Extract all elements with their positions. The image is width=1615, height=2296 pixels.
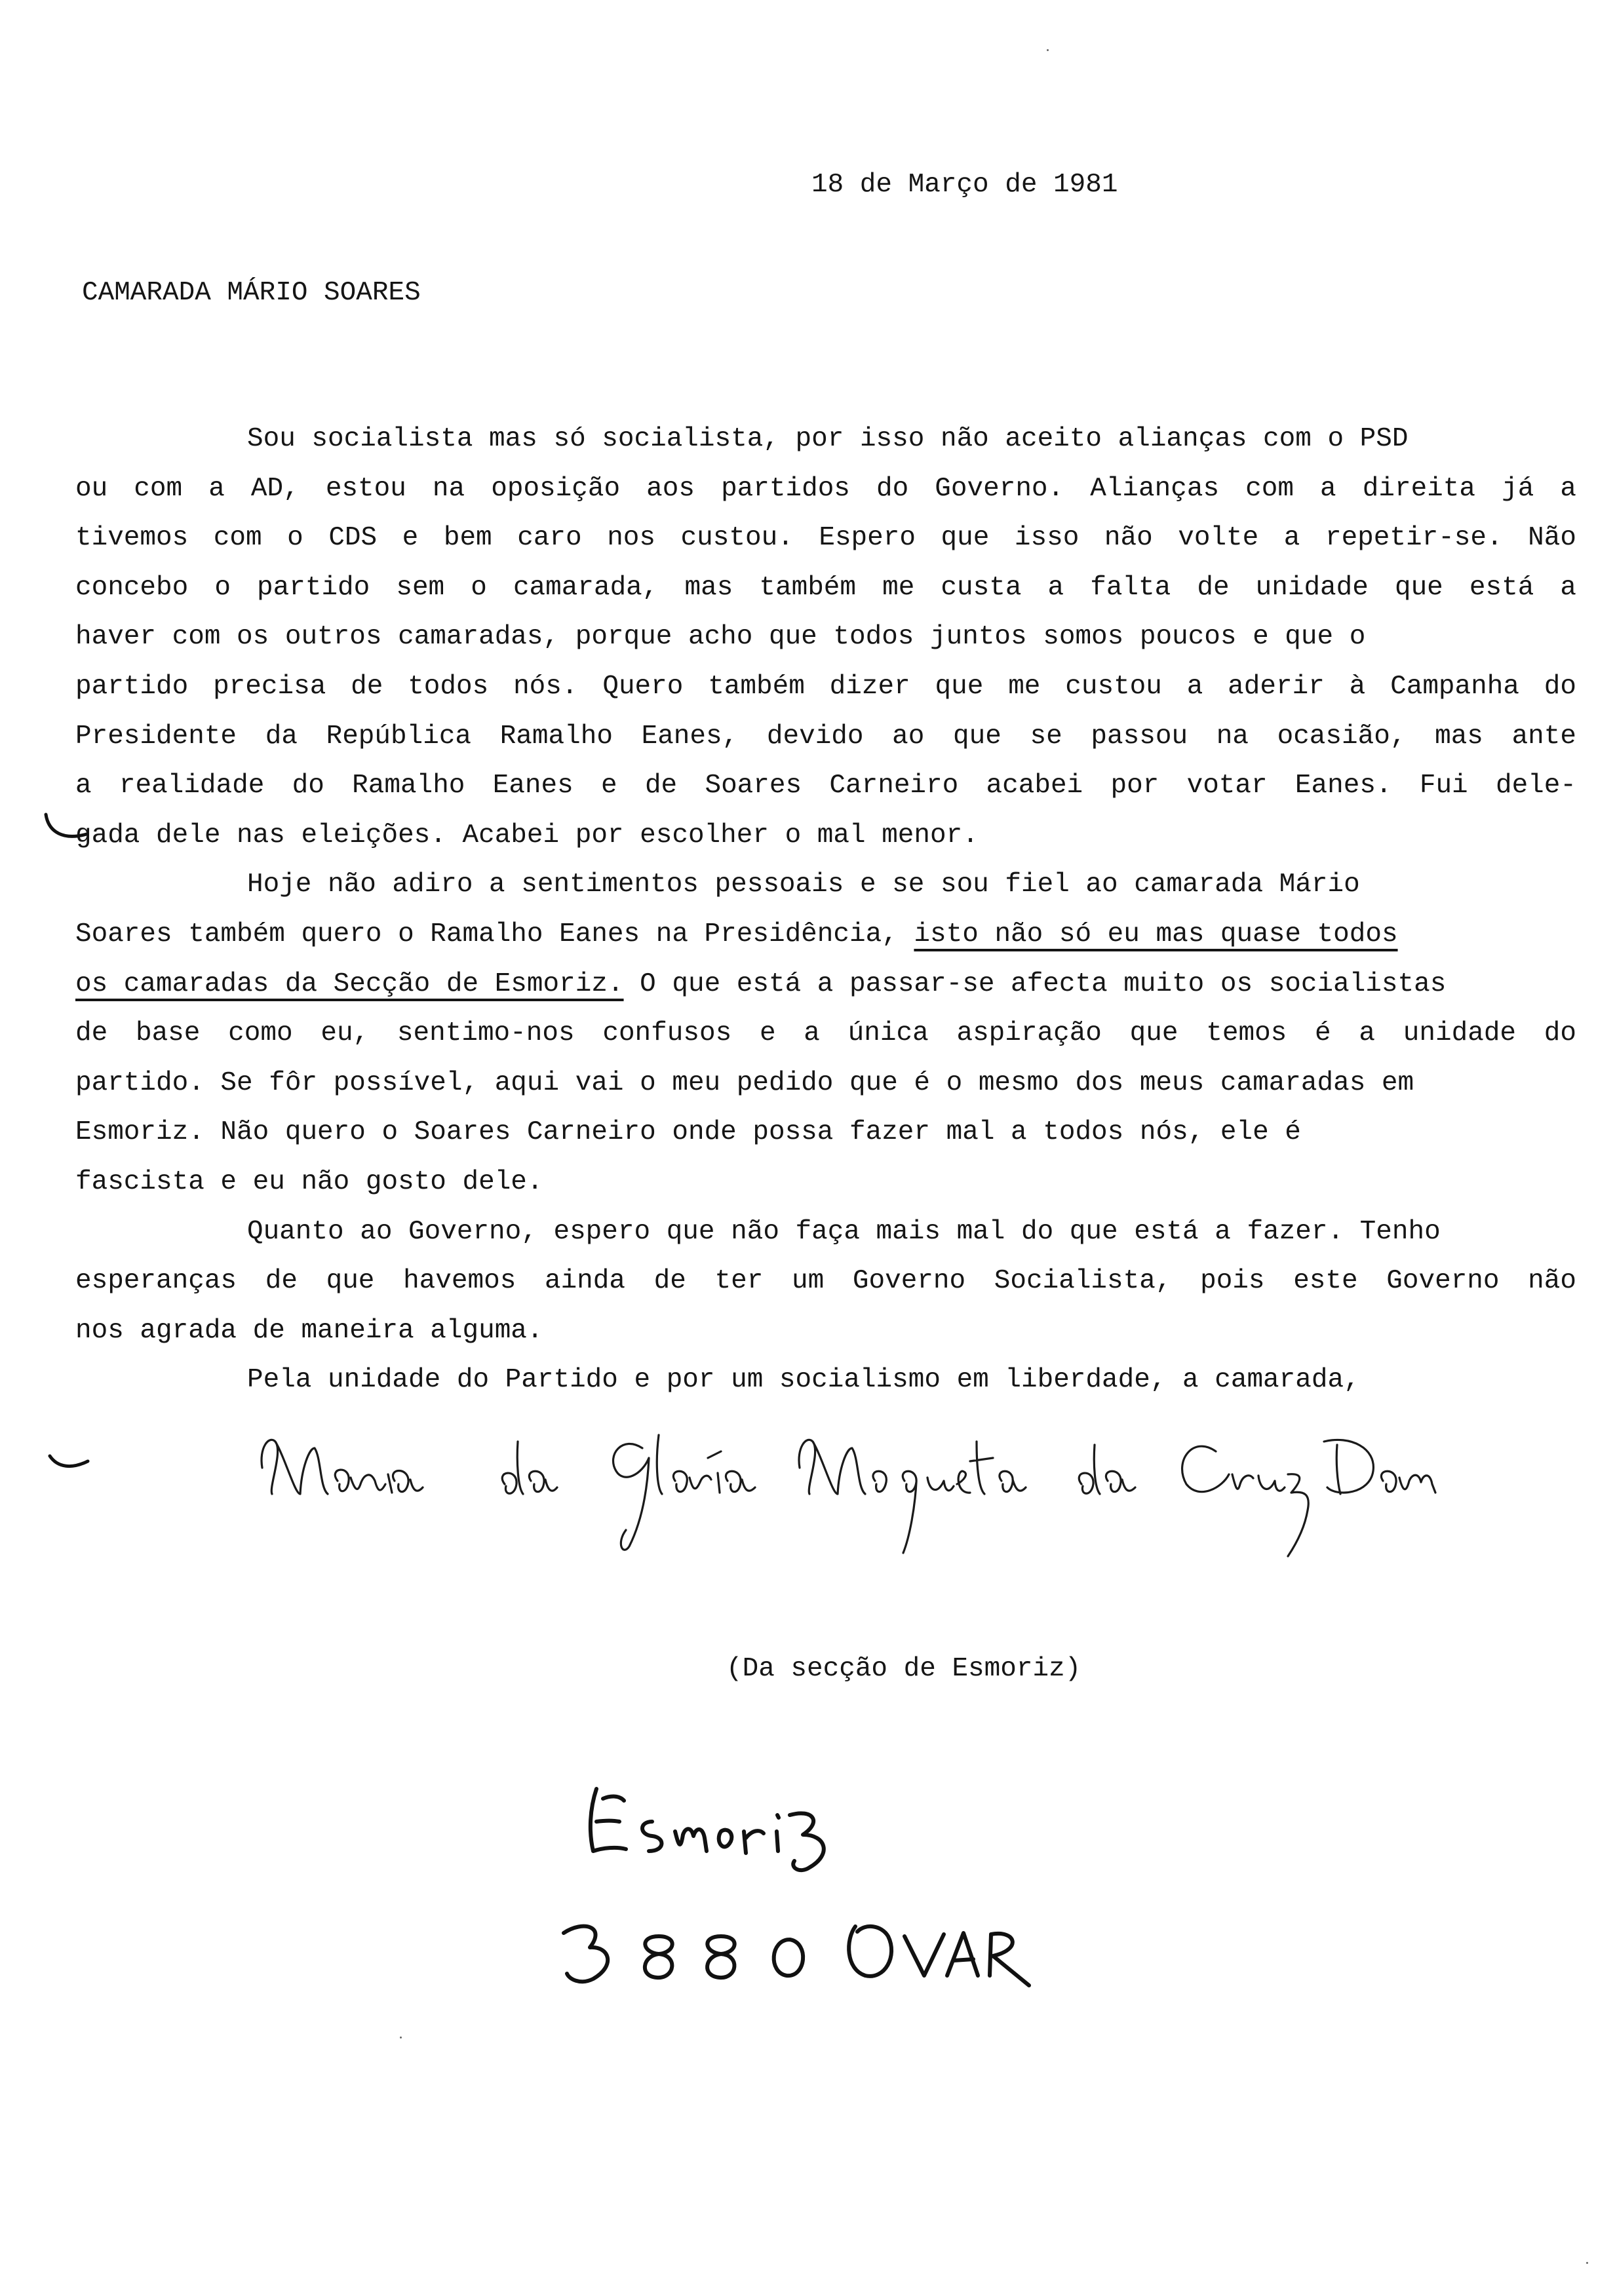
margin-mark-2 (46, 1449, 92, 1476)
body-line-8: a realidade do Ramalho Eanes e de Soares Carneiro acabei por votar Eanes. Fui dele- (75, 771, 1576, 801)
body-line-14: partido. Se fôr possível, aqui vai o meu pedido que é o mesmo dos meus camaradas em (75, 1067, 1414, 1098)
body-line-3: tivemos com o CDS e bem caro nos custou. Espero que isso não volte a repetir-se. Não (75, 523, 1576, 554)
body-line-13: de base como eu, sentimo-nos confusos e a única aspiração que temos é a unidade do (75, 1018, 1576, 1049)
paper-speck (1047, 49, 1049, 51)
body-line-1: Sou socialista mas só socialista, por isso não aceito alianças com o PSD (247, 424, 1409, 454)
body-line-12 (75, 960, 1576, 1010)
letter-sign-off: (Da secção de Esmoriz) (726, 1654, 1081, 1684)
body-line-19: nos agrada de maneira alguma. (75, 1315, 543, 1346)
body-line-9: gada dele nas eleições. Acabei por escolher o mal menor. (75, 820, 979, 851)
letter-date: 18 de Março de 1981 (811, 170, 1118, 200)
margin-mark-1 (41, 809, 93, 849)
body-line-7: Presidente da República Ramalho Eanes, devido ao que se passou na ocasião, mas ante (75, 721, 1576, 752)
body-line-2: ou com a AD, estou na oposição aos partidos do Governo. Alianças com a direita já a (75, 473, 1576, 504)
underlined-passage-1: isto não só eu mas quase todos (914, 919, 1398, 949)
body-line-5: haver com os outros camaradas, porque acho que todos juntos somos poucos e que o (75, 622, 1366, 653)
body-line-16: fascista e eu não gosto dele. (75, 1166, 543, 1197)
body-line-18: esperanças de que havemos ainda de ter um Governo Socialista, pois este Governo não (75, 1266, 1576, 1297)
paper-speck (1586, 2262, 1588, 2264)
body-line-6: partido precisa de todos nós. Quero também dizer que me custou a aderir à Campanha do (75, 671, 1576, 702)
handwritten-address-note (511, 1769, 1167, 2044)
body-line-4: concebo o partido sem o camarada, mas também me custa a falta de unidade que está a (75, 572, 1576, 603)
body-line-17: Quanto ao Governo, espero que não faça mais mal do que está a fazer. Tenho (247, 1216, 1441, 1247)
body-line-15: Esmoriz. Não quero o Soares Carneiro onde possa fazer mal a todos nós, ele é (75, 1117, 1301, 1148)
letter-salutation: CAMARADA MÁRIO SOARES (82, 278, 421, 308)
handwritten-signature (223, 1396, 1468, 1566)
body-line-10: Hoje não adiro a sentimentos pessoais e se sou fiel ao camarada Mário (247, 870, 1360, 900)
body-line-11 (75, 910, 1576, 960)
paper-speck (400, 2037, 402, 2038)
letter-body (75, 415, 1576, 1406)
body-line-20: Pela unidade do Partido e por um socialismo em liberdade, a camarada, (247, 1365, 1360, 1396)
body-line-12-text: O que está a passar-se afecta muito os socialistas (623, 968, 1447, 999)
body-line-11-text: Soares também quero o Ramalho Eanes na Presidência, (75, 919, 914, 949)
underlined-passage-2: os camaradas da Secção de Esmoriz. (75, 968, 624, 999)
